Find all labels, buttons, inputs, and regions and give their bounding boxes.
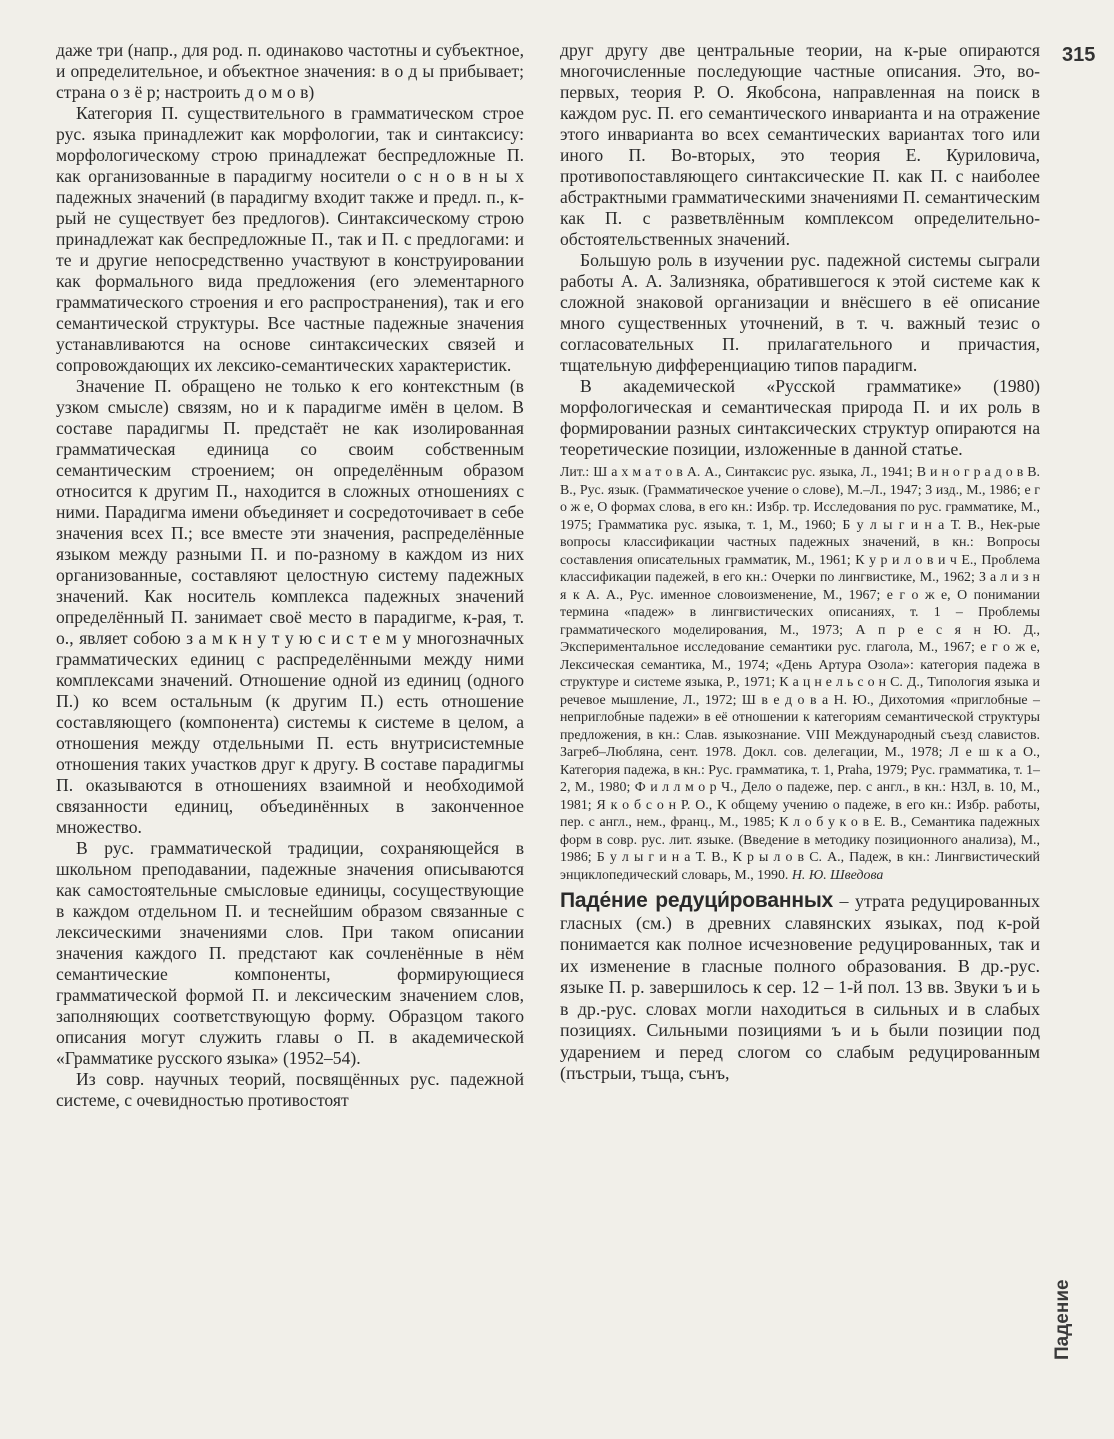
page-number: 315 (1062, 44, 1096, 66)
paragraph: друг другу две центральные теории, на к-рые опираются многочисленные последующие частные описания. Это, во-первых, теория Р. О. Якобсона, направленная на поиск в каждом рус. П. его семантического инварианта и на отражение этого инварианта во всех семантических вариантах того или иного П. Во-вторых, это теория Е. Куриловича, противопоставляющего синтаксические П. как П. с наиболее абстрактными грамматическими значениями П. семантическим как П. с разветвлённым комплексом определительно-обстоятельственных значений. (560, 40, 1040, 249)
paragraph: В академической «Русской грамматике» (1980) морфологическая и семантическая природа П. и их роль в формировании разных синтаксических структур опираются на теоретические позиции, изложенные в данной статье. (560, 376, 1040, 459)
literature-list (560, 464, 1040, 884)
paragraph: В рус. грамматической традиции, сохраняющейся в школьном преподавании, падежные значения описываются как самостоятельные смысловые единицы, сосуществующие в каждом отдельном П. и теснейшим образом связанные с лексическими значениями слов. При таком описании значения каждого П. предстают как сочленённые в нём семантические компоненты, формирующиеся грамматической формой П. и лексическим значением слов, заполняющих соответствующую форму. Образцом такого описания могут служить главы о П. в академической «Грамматике русского языка» (1952–54). (56, 838, 524, 1068)
paragraph: Категория П. существительного в грамматическом строе рус. языка принадлежит как морфологии, так и синтаксису: морфологическому строю принадлежат беспредложные П. как организованные в парадигму носители о с н о в н ы х падежных значений (в парадигму входит также и предл. п., к-рый не существует без предлогов). Синтаксическому строю принадлежат как беспредложные П., так и П. с предлогами: и те и другие непосредственно участвуют в конструировании как формального вида предложения (его элементарного грамматического строения и его распространения), так и его семантической структуры. Все частные падежные значения устанавливаются на основе синтаксических связей и сопровождающих их лексико-семантических характеристик. (56, 103, 524, 375)
running-head: Падение (1052, 1279, 1073, 1360)
paragraph: Большую роль в изучении рус. падежной системы сыграли работы А. А. Зализняка, обратившегося к этой системе как к сложной знаковой организации и внёсшего в её описание много существенных уточнений, в т. ч. важный тезис о согласовательных П. прилагательного и причастия, тщательную дифференциацию типов парадигм. (560, 250, 1040, 375)
right-column (560, 40, 1040, 1085)
left-column (56, 40, 524, 1111)
entry-text: – утрата редуцированных гласных (см.) в древних славянских языках, под к-рой понимается как полное исчезновение редуцированных, так и их изменение в гласные полного образования. В др.-рус. языке П. р. завершилось к сер. 12 – 1-й пол. 13 вв. Звуки ъ и ь в др.-рус. словах могли находиться в сильных и в слабых позициях. Сильными позициями ъ и ь были позиции под ударением и перед слогом со слабым редуцированным (пъстрыи, тъща, сънъ, (560, 891, 1040, 1083)
paragraph: Из совр. научных теорий, посвящённых рус. падежной системе, с очевидностью противостоят (56, 1069, 524, 1110)
entry-headword: Паде́ние редуци́рованных (560, 889, 834, 912)
paragraph: Значение П. обращено не только к его контекстным (в узком смысле) связям, но и к парадигме имён в целом. В составе парадигмы П. предстаёт не как изолированная грамматическая единица со своим собственным семантическим строением; он определённым образом относится к другим П., находится в сложных отношениях с ними. Парадигма имени объединяет и сосредоточивает в себе значения всех П.; все вместе эти значения, распределённые языком между разными П. и по-разному в каждом из них организованные, составляют целостную систему падежных значений. Как носитель комплекса падежных значений определённый П. занимает своё место в парадигме, к-рая, т. о., являет собою з а м к н у т у ю с и с т е м у многозначных грамматических единиц с распределёнными между ними комплексами значений. Отношение одной из единиц (одного П.) ко всем остальным (к другим П.) есть отношение составляющего (компонента) системы к системе в целом, а отношения между отдельными П. есть внутрисистемные отношения таких участков друг к другу. В составе парадигмы П. оказываются в отношениях взаимной и необходимой связанности единиц, объединённых в законченное множество. (56, 376, 524, 837)
dictionary-entry (560, 890, 1040, 1085)
paragraph: даже три (напр., для род. п. одинаково частотны и субъектное, и определительное, и объектное значения: в о д ы прибывает; страна о з ё р; настроить д о м о в) (56, 40, 524, 102)
article-author: Н. Ю. Шведова (791, 867, 884, 883)
literature-text: Лит.: Ш а х м а т о в А. А., Синтаксис рус. языка, Л., 1941; В и н о г р а д о в В. В., Рус. язык. (Грамматическое учение о слове), М.–Л., 1947; 3 изд., М., 1986; е г о ж е, О формах слова, в его кн.: Избр. тр. Исследования по рус. грамматике, М., 1975; Грамматика рус. языка, т. 1, М., 1960; Б у л ы г и н а Т. В., Нек-рые вопросы классификации частных падежных значений, в кн.: Вопросы составления описательных грамматик, М., 1961; К у р и л о в и ч Е., Проблема классификации падежей, в его кн.: Очерки по лингвистике, М., 1962; З а л и з н я к А. А., Рус. именное словоизменение, М., 1967; е г о ж е, О понимании термина «падеж» в лингвистических описаниях, т. 1 – Проблемы грамматического моделирования, М., 1973; А п р е с я н Ю. Д., Экспериментальное исследование семантики рус. глагола, М., 1967; е г о ж е, Лексическая семантика, М., 1974; «День Артура Озола»: категория падежа в структуре и системе языка, Р., 1971; К а ц н е л ь с о н С. Д., Типология языка и речевое мышление, Л., 1972; Ш в е д о в а Н. Ю., Дихотомия «приглобные – неприглобные падежи» в её отношении к категориям семантической структуры предложения, в кн.: Слав. языкознание. VIII Международный съезд славистов. Загреб–Любляна, сент. 1978. Докл. сов. делегации, М., 1978; Л е ш к а О., Категория падежа, в кн.: Рус. грамматика, т. 1, Praha, 1979; Рус. грамматика, т. 1–2, М., 1980; Ф и л л м о р Ч., Дело о падеже, пер. с англ., в кн.: НЗЛ, в. 10, М., 1981; Я к о б с о н Р. О., К общему учению о падеже, в его кн.: Избр. работы, пер. с англ., нем., франц., М., 1985; К л о б у к о в Е. В., Семантика падежных форм в совр. рус. лит. языке. (Введение в методику позиционного анализа), М., 1986; Б у л ы г и н а Т. В., К р ы л о в С. А., Падеж, в кн.: Лингвистический энциклопедический словарь, М., 1990. (560, 465, 1040, 883)
